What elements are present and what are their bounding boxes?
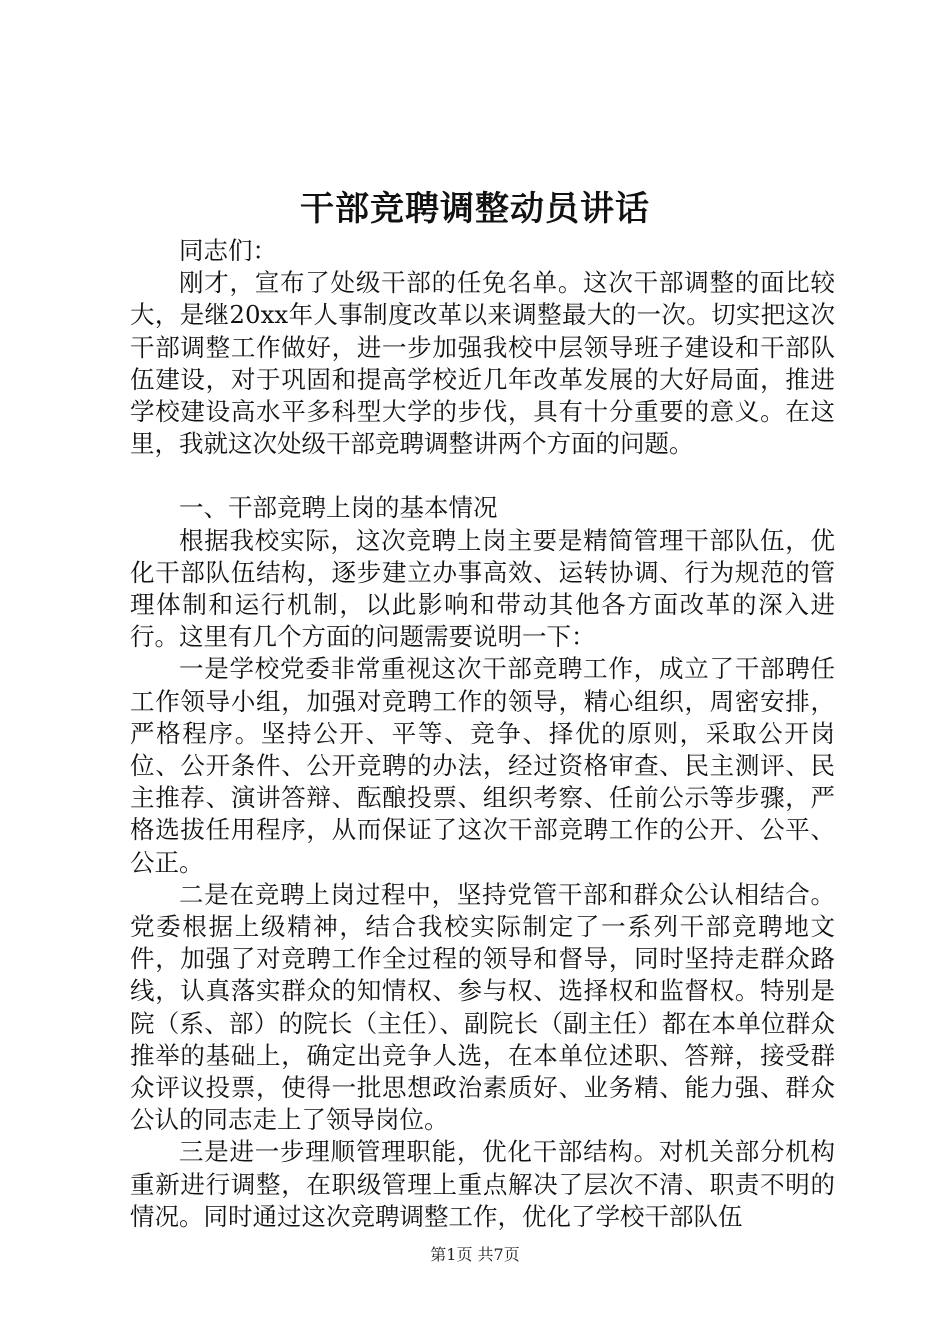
body-paragraph: 二是在竞聘上岗过程中，坚持党管干部和群众公认相结合。党委根据上级精神，结合我校实际制定了一系列干部竞聘地文件，加强了对竞聘工作全过程的领导和督导，同时坚持走群众路线，认真落实群众的知情权、参与权、选择权和监督权。特别是院（系、部）的院长（主任）、副院长（副主任）都在本单位群众推举的基础上，确定出竞争人选，在本单位述职、答辩，接受群众评议投票，使得一批思想政治素质好、业务精、能力强、群众公认的同志走上了领导岗位。 xyxy=(130,879,835,1135)
salutation-paragraph: 同志们： xyxy=(179,236,277,265)
body-paragraph: 根据我校实际，这次竞聘上岗主要是精简管理干部队伍，优化干部队伍结构，逐步建立办事高效、运转协调、行为规范的管理体制和运行机制，以此影响和带动其他各方面改革的深入进行。这里有几个方面的问题需要说明一下： xyxy=(130,525,835,652)
section-heading: 一、干部竞聘上岗的基本情况 xyxy=(179,493,498,523)
body-paragraph: 一是学校党委非常重视这次干部竞聘工作，成立了干部聘任工作领导小组，加强对竞聘工作的领导，精心组织，周密安排，严格程序。坚持公开、平等、竞争、择优的原则，采取公开岗位、公开条件、公开竞聘的办法，经过资格审查、民主测评、民主推荐、演讲答辩、酝酿投票、组织考察、任前公示等步骤，严格选拔任用程序，从而保证了这次干部竞聘工作的公开、公平、公正。 xyxy=(130,654,835,877)
document-title: 干部竞聘调整动员讲话 xyxy=(300,189,650,229)
body-paragraph: 三是进一步理顺管理职能，优化干部结构。对机关部分机构重新进行调整，在职级管理上重点解决了层次不清、职责不明的情况。同时通过这次竞聘调整工作，优化了学校干部队伍 xyxy=(130,1137,835,1231)
page-number-footer: 第1页 共7页 xyxy=(430,1245,520,1264)
intro-paragraph: 刚才，宣布了处级干部的任免名单。这次干部调整的面比较大，是继20xx年人事制度改革以来调整最大的一次。切实把这次干部调整工作做好，进一步加强我校中层领导班子建设和干部队伍建设，对于巩固和提高学校近几年改革发展的大好局面，推进学校建设高水平多科型大学的步伐，具有十分重要的意义。在这里，我就这次处级干部竞聘调整讲两个方面的问题。 xyxy=(130,268,835,459)
document-body xyxy=(130,235,835,1233)
